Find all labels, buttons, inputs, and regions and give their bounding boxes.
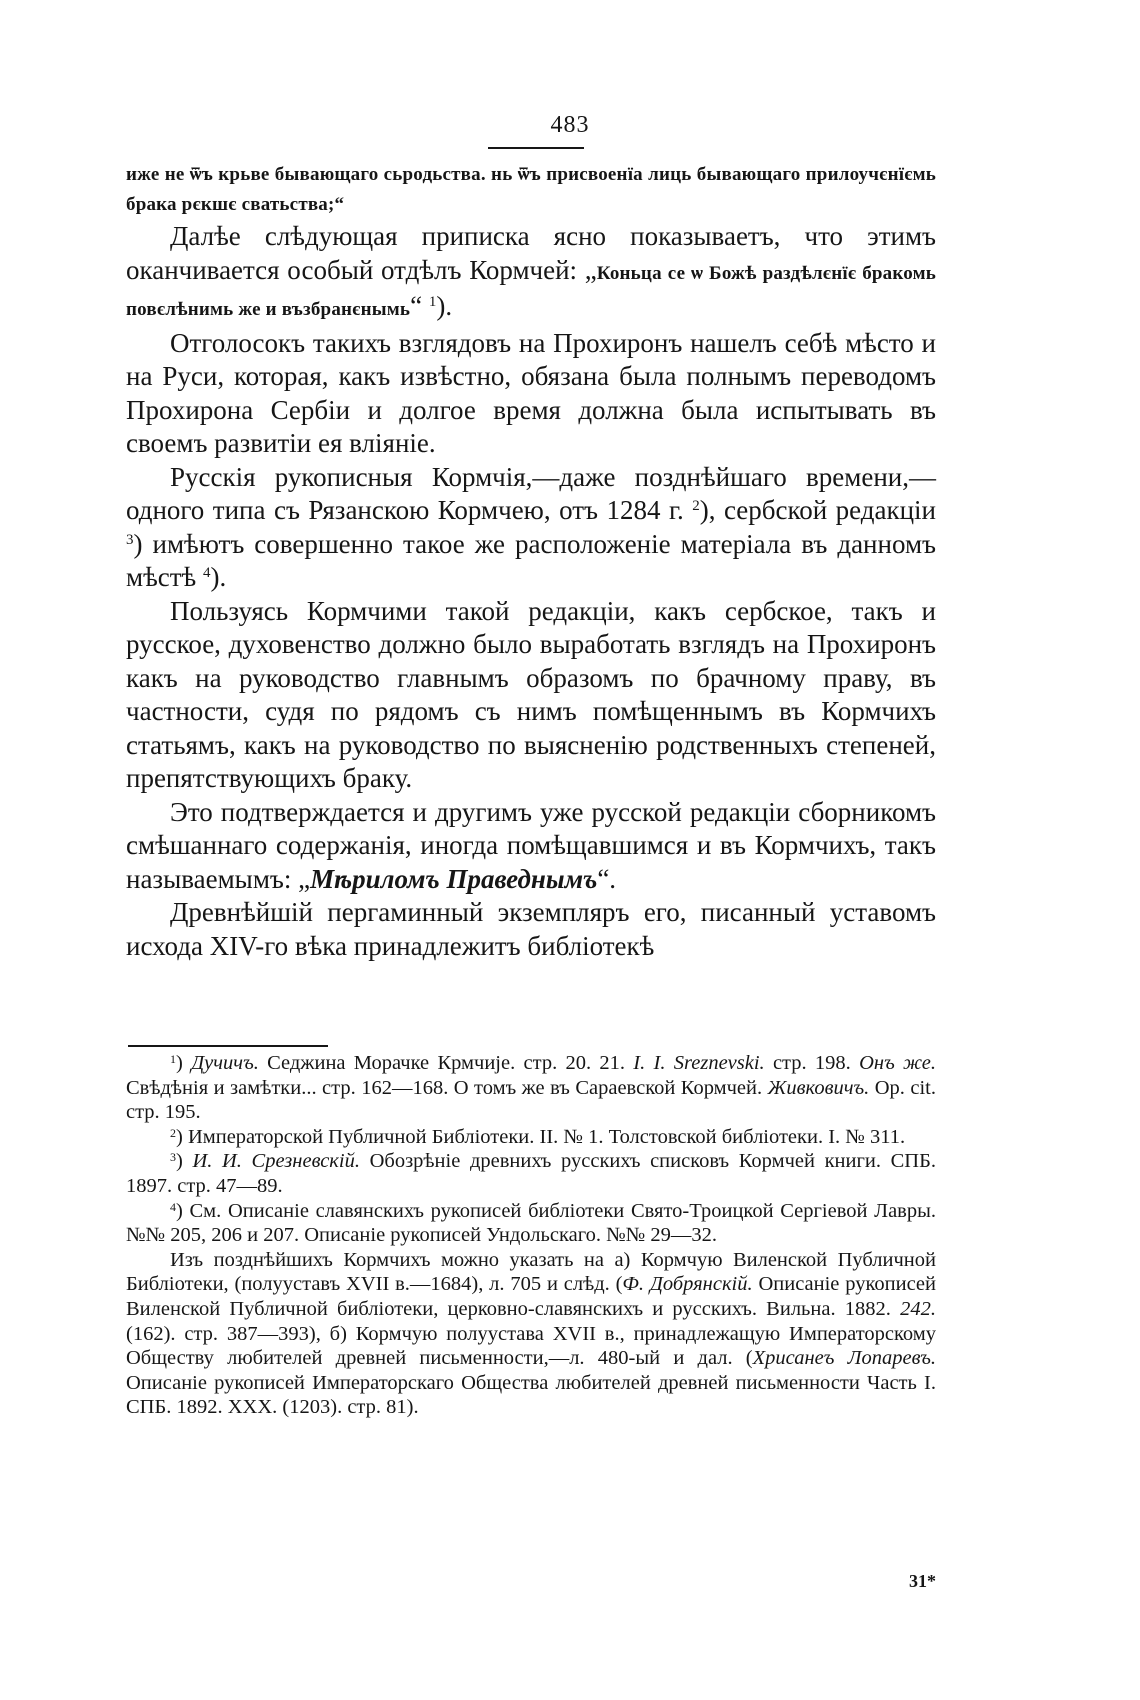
page-number: 483: [550, 112, 590, 138]
footnote-5-text: Изъ позднѣйшихъ Кормчихъ можно указать на а) Кормчую Виленской Публичной Библiотеки, (полууставъ XVII в.—1684), л. 705 и слѣд. (: [126, 1248, 936, 1296]
paragraph-3-part-2: ), сербской редакцiи: [699, 495, 937, 525]
paragraph-6: Древнѣйшiй пергаминный экземпляръ его, писанный уставомъ исхода XIV-го вѣка принадлежитъ библiотекѣ: [126, 897, 936, 961]
footnote-ref-1[interactable]: 1: [428, 294, 437, 310]
footnote-1-author: Живковичъ.: [767, 1076, 870, 1099]
footnote-1-author: Дучичъ.: [191, 1052, 259, 1074]
footnote-5-text: Описанiе рукописей Виленской Публичной библiотеки, церковно-славянскихъ и русскихъ. Вильна. 1882.: [126, 1273, 936, 1320]
paragraph-2: Отголосокъ такихъ взглядовъ на Прохиронъ нашелъ себѣ мѣсто и на Руси, которая, какъ извѣстно, обязана была полнымъ переводомъ Прохирона Сербiи и долгое время должна была испытывать въ своемъ развитiи ея влiянiе.: [126, 327, 936, 458]
footnote-3-text: Обозрѣнiе древнихъ русскихъ списковъ Кормчей книги. СПБ. 1897. стр. 47—89.: [126, 1150, 936, 1197]
paragraph-1-slavonic: Коньца се ѡ Божѣ раздѣлєнїє бракомь повєлѣнимь же и възбранєнымь: [126, 262, 936, 320]
paragraph-3: [126, 461, 936, 595]
footnote-5-text: Описанiе рукописей Императорскаго Общества любителей древней письменности Часть I. СПБ. 1892. XXX. (1203). стр. 81).: [126, 1371, 936, 1419]
paragraph-1-tail: ).: [436, 291, 453, 321]
footnote-2-text: ) Императорской Публичной Библiотеки. II. № 1. Толстовской библiотеки. I. № 311.: [176, 1125, 906, 1148]
footnote-5-author: Хрисанеъ Лопаревъ.: [752, 1347, 936, 1370]
footnote-1-author: I. I. Sreznevski.: [633, 1052, 765, 1074]
footnote-2: [126, 1125, 936, 1150]
footnote-3-number: 3: [170, 1150, 176, 1165]
paragraph-5-text: Это подтверждается и другимъ уже русской редакцiи сборникомъ смѣшаннаго содержанiя, иногда помѣщавшимся и въ Кормчихъ, такъ называемымъ: „: [126, 796, 936, 894]
footnote-3-text: ): [176, 1150, 193, 1173]
footnote-1-text: Свѣдѣнiя и замѣтки... стр. 162—168. О томъ же въ Сараевской Кормчей.: [126, 1076, 768, 1099]
paragraph-3-part-3: ) имѣютъ совершенно такое же расположенiе матерiала въ данномъ мѣстѣ: [126, 528, 936, 592]
page-number-rule: [488, 147, 584, 149]
footnote-5: [126, 1248, 936, 1420]
printer-signature: 31*: [909, 1571, 936, 1591]
footnote-1-number: 1: [170, 1052, 176, 1066]
paragraph-5-end: “.: [597, 863, 617, 894]
paragraph-5: [126, 796, 936, 897]
footnote-rule: [128, 1045, 328, 1047]
footnote-3: [126, 1149, 936, 1198]
footnote-1-text: Op. cit. стр. 195.: [126, 1076, 936, 1124]
footnote-1-text: ): [176, 1052, 192, 1074]
main-text: [126, 160, 936, 963]
footnote-3-author: И. И. Срезневскiй.: [192, 1150, 360, 1173]
paragraph-4: Пользуясь Кормчими такой редакцiи, какъ сербское, такъ и русское, духовенство должно было выработать взглядъ на Прохиронъ какъ на руководство главнымъ образомъ по брачному праву, въ частности, судя по рядомъ съ нимъ помѣщеннымъ въ Кормчихъ статьямъ, какъ на руководство по выясненiю родственныхъ степеней, препятствующихъ браку.: [126, 595, 936, 793]
footnote-5-number: 242.: [900, 1297, 936, 1320]
slavonic-quote: иже не ѿъ крьве бывающаго сьродьства. нь ѿъ присвоенїа лиць бывающаго прилоучєнїємь брака рєкшє сватьства;“: [126, 164, 936, 215]
footnote-4: [126, 1199, 936, 1248]
paragraph-3-part-4: ).: [210, 562, 227, 592]
footnote-1-text: стр. 198.: [764, 1052, 860, 1074]
footnote-5-author: Ф. Добрянскiй.: [622, 1273, 753, 1296]
paragraph-5-emphasis: Мѣриломъ Праведнымъ: [310, 863, 598, 894]
paragraph-1: [126, 220, 936, 327]
paragraph-1-end-quote: “: [410, 291, 423, 321]
footnote-ref-3[interactable]: 3: [126, 531, 134, 548]
footnote-1-text: Седжина Морачке Крмчиjе. стр. 20. 21.: [258, 1052, 634, 1074]
footnote-5-text: (162). стр. 387—393), б) Кормчую полуустава XVII в., принадлежащую Императорскому Обществу любителей древней письменности,—л. 480-ый и дал. (: [126, 1322, 936, 1370]
footnote-ref-2[interactable]: 2: [692, 498, 700, 514]
paragraph-3-part-1: Русскiя рукописныя Кормчiя,—даже позднѣйшаго времени,—одного типа съ Рязанскою Кормчею, отъ 1284 г.: [126, 461, 936, 525]
footnotes: [126, 1051, 936, 1420]
footnote-1: [126, 1051, 936, 1125]
footnote-4-text: ) См. Описанiе славянскихъ рукописей библiотеки Свято-Троицкой Сергiевой Лавры. №№ 205, 206 и 207. Описанiе рукописей Ундольскаго. №№ 29—32.: [126, 1199, 936, 1247]
paragraph-1-text: Далѣе слѣдующая приписка ясно показываетъ, что этимъ оканчивается особый отдѣлъ Кормчей: „: [126, 221, 936, 285]
footnote-ref-4[interactable]: 4: [202, 565, 211, 581]
footnote-2-number: 2: [170, 1125, 176, 1140]
footnote-1-author: Онъ же.: [859, 1052, 937, 1074]
footnote-4-number: 4: [170, 1199, 176, 1214]
